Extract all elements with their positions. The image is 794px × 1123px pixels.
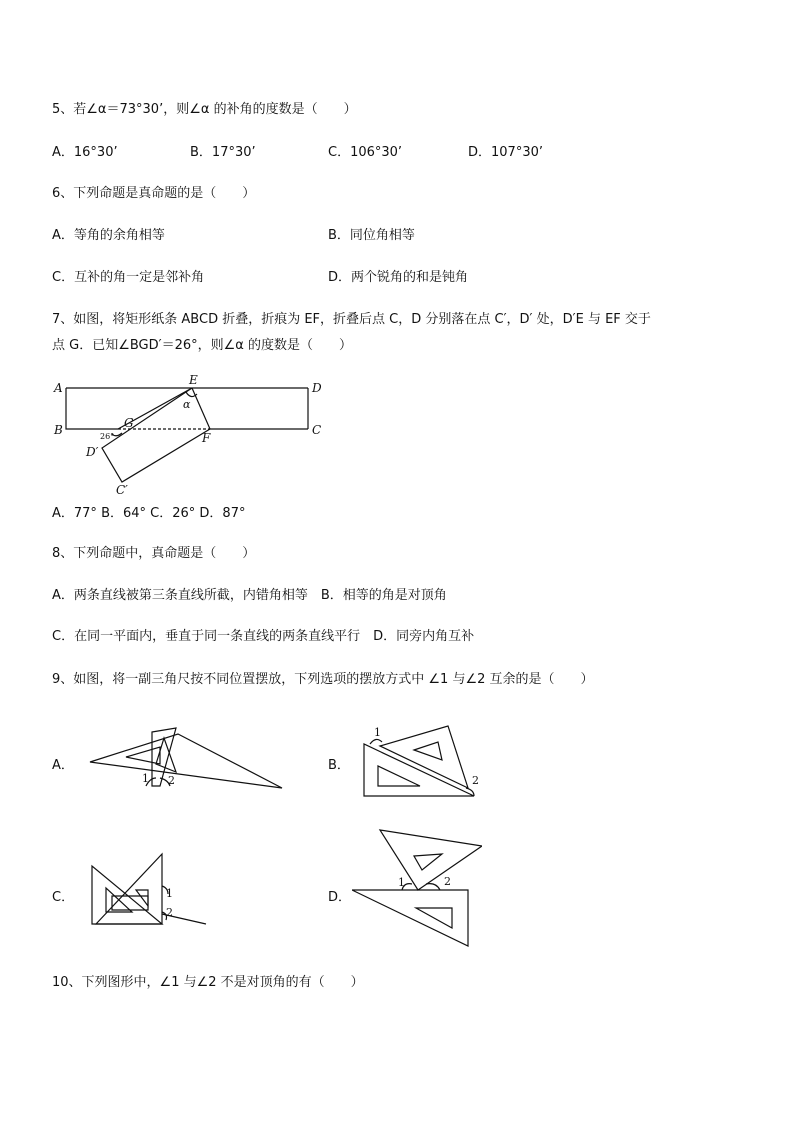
- q7-label-a: A: [54, 381, 63, 395]
- q6-option-b: B．同位角相等: [328, 228, 415, 243]
- q7-stem-line1: 7、如图，将矩形纸条 ABCD 折叠，折痕为 EF，折叠后点 C，D 分别落在点 C′，D′ 处，D′E 与 EF 交于: [52, 312, 651, 327]
- q9-stem: 9、如图，将一副三角尺按不同位置摆放，下列选项的摆放方式中 ∠1 与∠2 互余的是（ ）: [52, 672, 594, 687]
- q9-option-b-label: B．: [328, 758, 350, 773]
- q7-label-c-prime: C′: [116, 483, 128, 497]
- q7-label-b: B: [54, 423, 63, 437]
- q9-option-c-figure: [86, 850, 216, 930]
- q9-option-a-label: A．: [52, 758, 74, 773]
- q9-option-d-label: D．: [328, 890, 352, 905]
- q9-d-angle2-label: 2: [444, 875, 451, 888]
- q7-label-e: E: [189, 373, 198, 387]
- q5-stem: 5、若∠α＝73°30’，则∠α 的补角的度数是（ ）: [52, 102, 357, 117]
- q7-stem-line2: 点 G．已知∠BGD′＝26°，则∠α 的度数是（ ）: [52, 338, 352, 353]
- q7-label-g: G: [124, 416, 134, 430]
- q9-d-angle1-label: 1: [398, 876, 405, 889]
- q6-stem: 6、下列命题是真命题的是（ ）: [52, 186, 256, 201]
- q5-option-a: A．16°30’: [52, 145, 118, 160]
- q6-option-d: D．两个锐角的和是钝角: [328, 270, 469, 285]
- q8-options-line2: C．在同一平面内，垂直于同一条直线的两条直线平行 D．同旁内角互补: [52, 629, 475, 644]
- q9-option-d-figure: [352, 826, 482, 950]
- q9-b-angle2-label: 2: [472, 774, 479, 787]
- q10-stem: 10、下列图形中，∠1 与∠2 不是对顶角的有（ ）: [52, 975, 364, 990]
- q7-label-c: C: [312, 423, 322, 437]
- q9-option-c-label: C．: [52, 890, 75, 905]
- q5-option-b: B．17°30’: [190, 145, 256, 160]
- q9-c-angle1-label: 1: [166, 887, 173, 900]
- q9-a-angle1-label: 1: [142, 772, 149, 785]
- q7-label-26deg: 26°: [100, 432, 115, 441]
- q7-label-d-prime: D′: [86, 445, 99, 459]
- q7-label-d: D: [312, 381, 322, 395]
- q7-label-alpha: α: [183, 398, 191, 411]
- q8-stem: 8、下列命题中，真命题是（ ）: [52, 546, 256, 561]
- q7-options: A．77° B．64° C．26° D．87°: [52, 506, 246, 521]
- q7-label-f: F: [202, 431, 211, 445]
- q6-option-a: A．等角的余角相等: [52, 228, 165, 243]
- q9-c-angle2-label: 2: [166, 906, 173, 919]
- q9-option-b-figure: [358, 720, 488, 800]
- q9-b-angle1-label: 1: [374, 726, 381, 739]
- q5-option-d: D．107°30’: [468, 145, 543, 160]
- q9-a-angle2-label: 2: [168, 774, 175, 787]
- q8-options-line1: A．两条直线被第三条直线所截，内错角相等 B．相等的角是对顶角: [52, 588, 447, 603]
- q7-folded-rectangle-figure: [50, 370, 340, 500]
- q5-option-c: C．106°30’: [328, 145, 403, 160]
- q6-option-c: C．互补的角一定是邻补角: [52, 270, 205, 285]
- q9-option-a-figure: [86, 724, 286, 794]
